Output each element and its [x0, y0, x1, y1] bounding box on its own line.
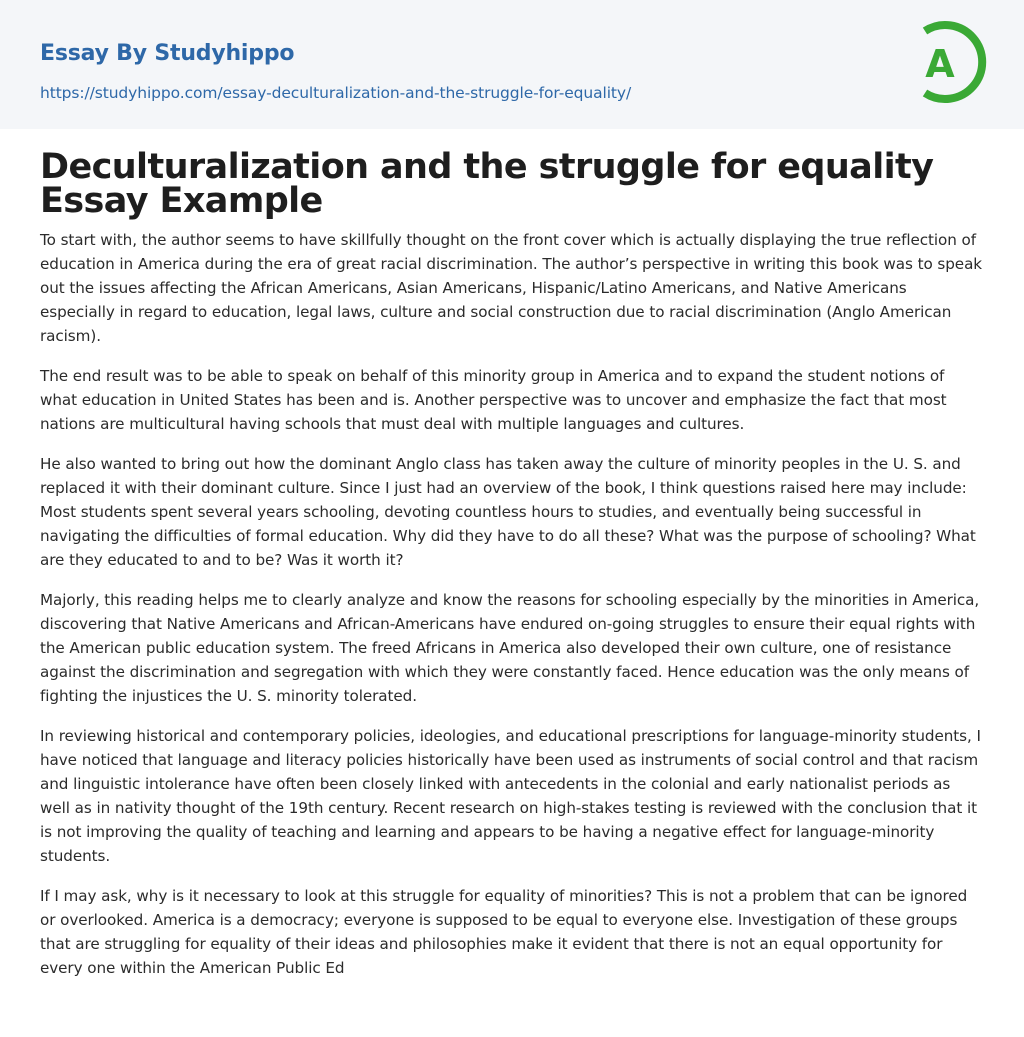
essay-paragraph-2: The end result was to be able to speak on behalf of this minority group in America and to expand the student notions of what education in United States has been and is. Another perspective was to uncover and emphasize the fact that most nations are multicultural having schools that must deal with multiple languages and cultures.	[40, 367, 947, 433]
essay-paragraph-5: In reviewing historical and contemporary policies, ideologies, and educational prescriptions for language-minority students, I have noticed that language and literacy policies historically have been used as instruments of social control and that racism and linguistic intolerance have often been closely linked with antecedents in the colonial and early nationalist periods as well as in nativity thought of the 19th century. Recent research on high-stakes testing is reviewed with the conclusion that it is not improving the quality of teaching and learning and appears to be having a negative effect for language-minority students.	[40, 727, 981, 865]
studyhippo-logo-icon[interactable]	[910, 18, 988, 106]
essay-title: Deculturalization and the struggle for equality Essay Example	[40, 147, 934, 221]
site-header	[0, 0, 1024, 129]
essay-paragraph-1: To start with, the author seems to have skillfully thought on the front cover which is actually displaying the true reflection of education in America during the era of great racial discrimination. The author’s perspective in writing this book was to speak out the issues affecting the African Americans, Asian Americans, Hispanic/Latino Americans, and Native Americans especially in regard to education, legal laws, culture and social construction due to racial discrimination (Anglo American racism).	[40, 231, 983, 345]
essay-paragraph-4: Majorly, this reading helps me to clearly analyze and know the reasons for schooling especially by the minorities in America, discovering that Native Americans and African-Americans have endured on-going struggles to ensure their equal rights with the American public education system. The freed Africans in America also developed their own culture, one of resistance against the discrimination and segregation with which they were constantly faced. Hence education was the only means of fighting the injustices the U. S. minority tolerated.	[40, 591, 980, 705]
essay-paragraph-3: He also wanted to bring out how the dominant Anglo class has taken away the culture of minority peoples in the U. S. and replaced it with their dominant culture. Since I just had an overview of the book, I think questions raised here may include: Most students spent several years schooling, devoting countless hours to studies, and eventually being successful in navigating the difficulties of formal education. Why did they have to do all these? What was the purpose of schooling? What are they educated to and to be? Was it worth it?	[40, 455, 976, 569]
site-name[interactable]: Essay By Studyhippo	[40, 41, 295, 66]
logo-letter: A	[925, 42, 955, 86]
essay-paragraph-6: If I may ask, why is it necessary to look at this struggle for equality of minorities? This is not a problem that can be ignored or overlooked. America is a democracy; everyone is supposed to be equal to everyone else. Investigation of these groups that are struggling for equality of their ideas and philosophies make it evident that there is not an equal opportunity for every one within the American Public Ed	[40, 887, 968, 977]
article-content	[40, 147, 984, 996]
essay-url-link[interactable]: https://studyhippo.com/essay-deculturalization-and-the-struggle-for-equality/	[40, 84, 632, 102]
